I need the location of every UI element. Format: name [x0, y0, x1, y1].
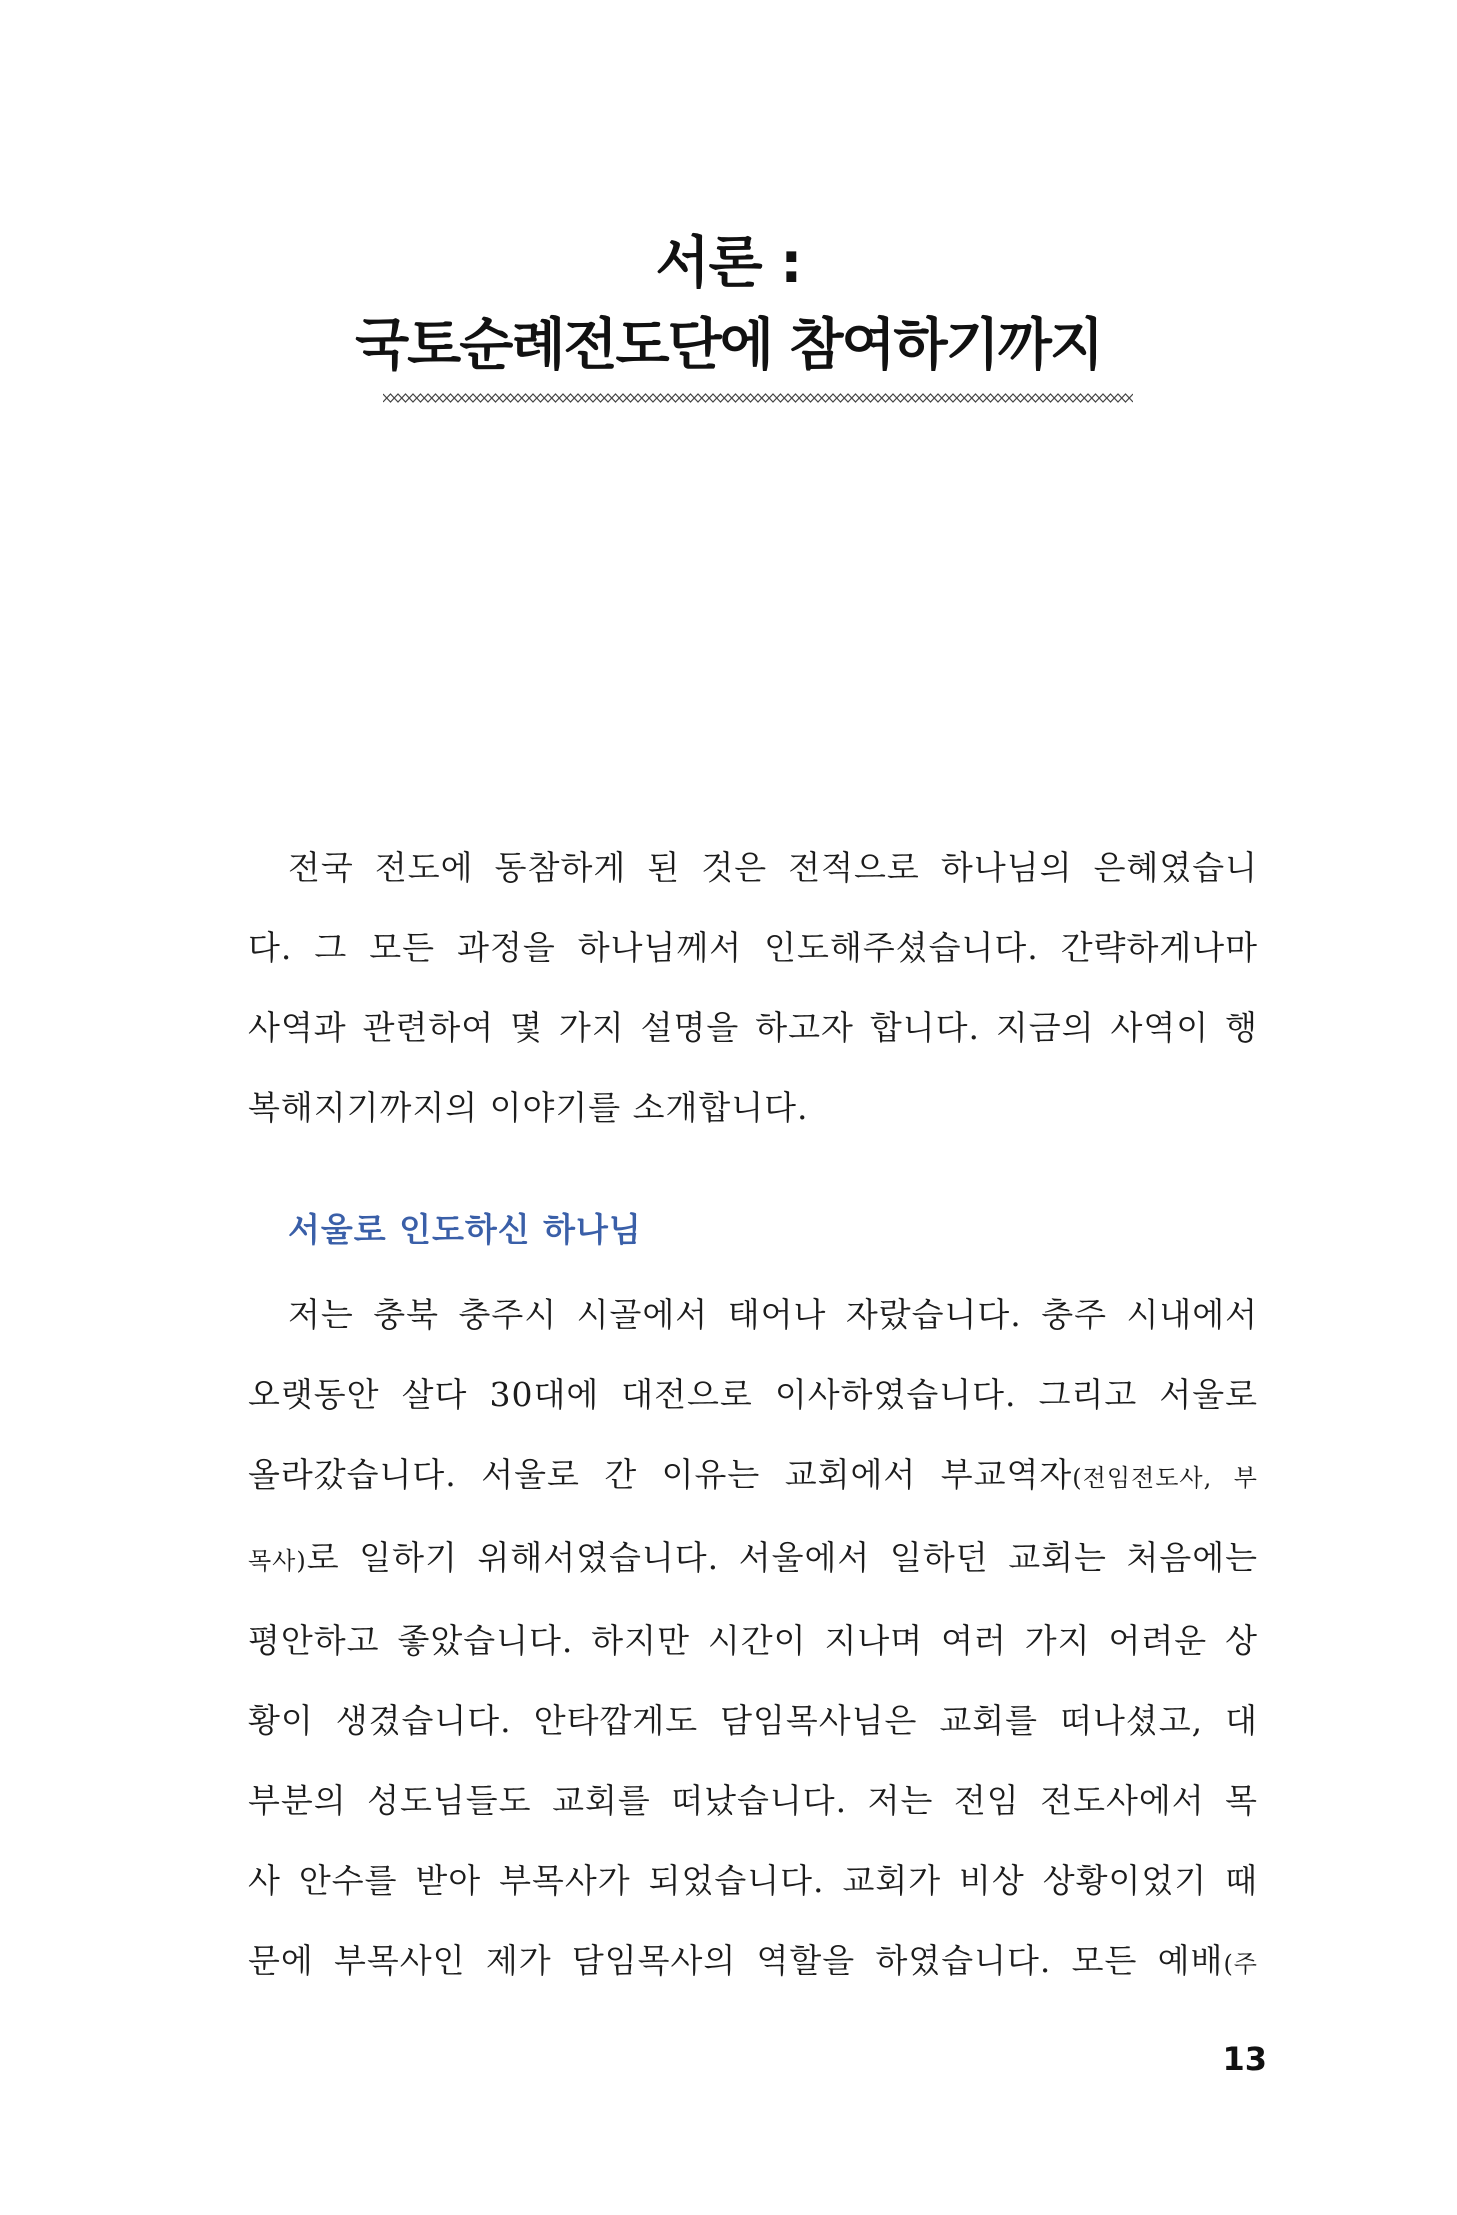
parenthetical-note: 목사): [248, 1547, 307, 1575]
text-segment: 로 일하기 위해서였습니다. 서울에서 일하던 교회는 처음에는: [306, 1538, 1258, 1577]
parenthetical-note: (주: [1223, 1950, 1258, 1978]
text-segment: 올라갔습니다. 서울로 간 이유는 교회에서 부교역자: [248, 1455, 1073, 1494]
chapter-title-line-1: 서론 :: [655, 231, 802, 296]
intro-paragraph: [248, 828, 1258, 1148]
page-number: 13: [1222, 2040, 1267, 2078]
text-line: [248, 1921, 1258, 2004]
text-line: [248, 1518, 1258, 1601]
text-line: 오랫동안 살다 30대에 대전으로 이사하였습니다. 그리고 서울로: [248, 1375, 1258, 1414]
text-line: 부분의 성도님들도 교회를 떠났습니다. 저는 전임 전도사에서 목: [248, 1781, 1258, 1820]
chapter-title-line-2: 국토순례전도단에 참여하기까지: [355, 313, 1102, 378]
text-line: 전국 전도에 동참하게 된 것은 전적으로 하나님의 은혜였습니: [288, 848, 1258, 887]
chapter-title: [0, 228, 1457, 382]
text-line: 저는 충북 충주시 시골에서 태어나 자랐습니다. 충주 시내에서: [288, 1295, 1258, 1334]
text-line: 평안하고 좋았습니다. 하지만 시간이 지나며 여러 가지 어려운 상: [248, 1621, 1258, 1660]
zigzag-divider: [383, 390, 1133, 406]
text-line: [248, 1435, 1258, 1518]
text-line: 다. 그 모든 과정을 하나님께서 인도해주셨습니다. 간략하게나마: [248, 928, 1258, 967]
text-line: 복해지기까지의 이야기를 소개합니다.: [248, 1088, 809, 1127]
section-heading: 서울로 인도하신 하나님: [288, 1210, 642, 1249]
text-line: 사 안수를 받아 부목사가 되었습니다. 교회가 비상 상황이었기 때: [248, 1861, 1258, 1900]
parenthetical-note: (전임전도사, 부: [1072, 1464, 1258, 1492]
text-segment: 문에 부목사인 제가 담임목사의 역할을 하였습니다. 모든 예배: [248, 1941, 1224, 1980]
text-line: 황이 생겼습니다. 안타깝게도 담임목사님은 교회를 떠나셨고, 대: [248, 1701, 1258, 1740]
text-line: 사역과 관련하여 몇 가지 설명을 하고자 합니다. 지금의 사역이 행: [248, 1008, 1258, 1047]
section-paragraph: [248, 1275, 1258, 2004]
